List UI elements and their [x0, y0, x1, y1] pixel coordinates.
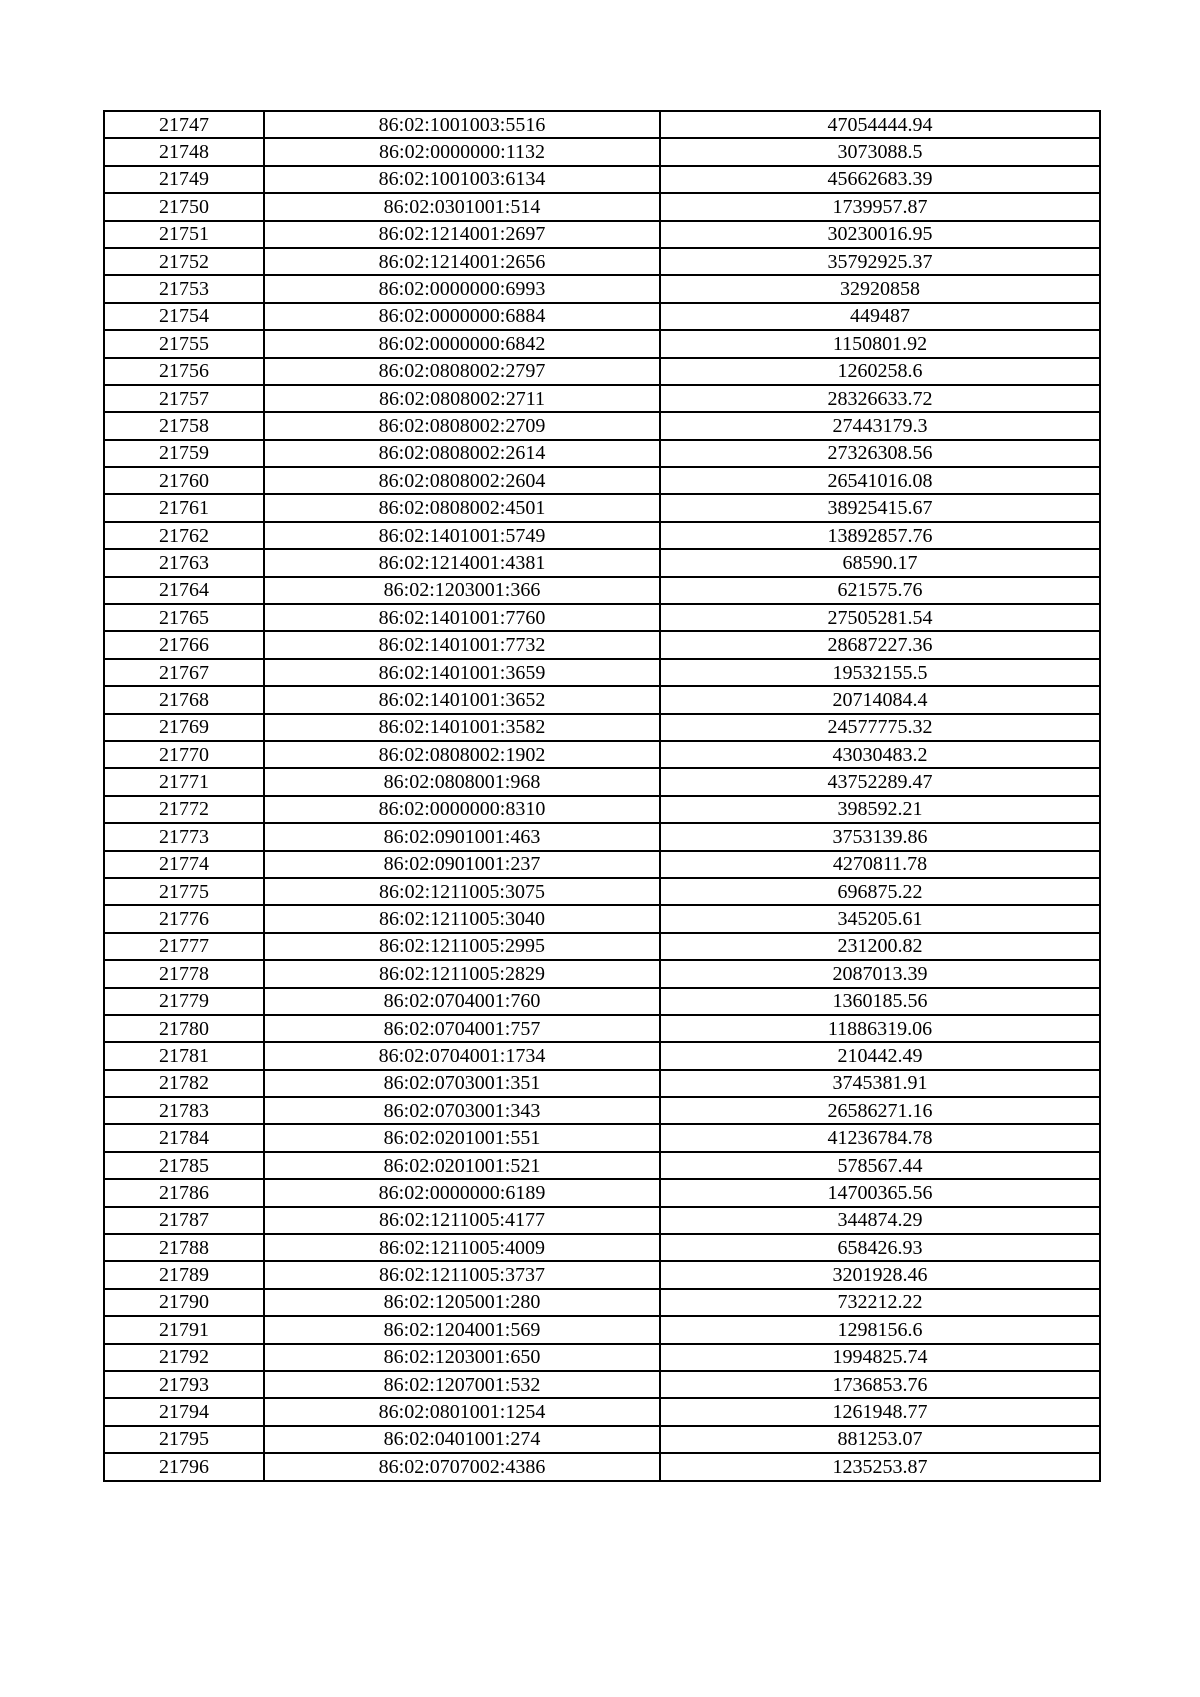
row-number-cell: 21759: [104, 440, 264, 467]
row-number-cell: 21775: [104, 878, 264, 905]
row-number-cell: 21780: [104, 1015, 264, 1042]
cadastral-number-cell: 86:02:0201001:521: [264, 1152, 660, 1179]
row-number-cell: 21760: [104, 467, 264, 494]
row-number-cell: 21778: [104, 960, 264, 987]
cadastral-number-cell: 86:02:0808002:2709: [264, 412, 660, 439]
cadastral-number-cell: 86:02:0801001:1254: [264, 1398, 660, 1425]
table-row: [104, 851, 1100, 878]
table-row: [104, 303, 1100, 330]
cadastral-value-cell: 1360185.56: [660, 988, 1100, 1015]
row-number-cell: 21761: [104, 494, 264, 521]
table-row: [104, 577, 1100, 604]
cadastral-number-cell: 86:02:1401001:3652: [264, 686, 660, 713]
table-row: [104, 1261, 1100, 1288]
cadastral-number-cell: 86:02:1401001:7760: [264, 604, 660, 631]
row-number-cell: 21749: [104, 166, 264, 193]
table-row: [104, 1426, 1100, 1453]
cadastral-value-cell: 35792925.37: [660, 248, 1100, 275]
cadastral-number-cell: 86:02:1211005:3040: [264, 905, 660, 932]
cadastral-value-cell: 696875.22: [660, 878, 1100, 905]
cadastral-value-cell: 30230016.95: [660, 221, 1100, 248]
row-number-cell: 21754: [104, 303, 264, 330]
cadastral-value-cell: 20714084.4: [660, 686, 1100, 713]
cadastral-number-cell: 86:02:0808002:2614: [264, 440, 660, 467]
table-row: [104, 988, 1100, 1015]
row-number-cell: 21796: [104, 1453, 264, 1480]
table-row: [104, 522, 1100, 549]
cadastral-number-cell: 86:02:0808002:1902: [264, 741, 660, 768]
row-number-cell: 21766: [104, 631, 264, 658]
cadastral-number-cell: 86:02:1203001:366: [264, 577, 660, 604]
table-row: [104, 248, 1100, 275]
table-row: [104, 905, 1100, 932]
row-number-cell: 21794: [104, 1398, 264, 1425]
cadastral-value-cell: 345205.61: [660, 905, 1100, 932]
cadastral-value-cell: 28687227.36: [660, 631, 1100, 658]
cadastral-value-cell: 4270811.78: [660, 851, 1100, 878]
table-row: [104, 358, 1100, 385]
cadastral-value-cell: 27505281.54: [660, 604, 1100, 631]
cadastral-number-cell: 86:02:0000000:1132: [264, 138, 660, 165]
cadastral-value-cell: 3753139.86: [660, 823, 1100, 850]
cadastral-number-cell: 86:02:1214001:2656: [264, 248, 660, 275]
cadastral-value-cell: 26586271.16: [660, 1097, 1100, 1124]
row-number-cell: 21773: [104, 823, 264, 850]
cadastral-value-cell: 1261948.77: [660, 1398, 1100, 1425]
cadastral-value-cell: 27443179.3: [660, 412, 1100, 439]
table-row: [104, 1316, 1100, 1343]
table-row: [104, 193, 1100, 220]
cadastral-value-cell: 1994825.74: [660, 1344, 1100, 1371]
table-row: [104, 768, 1100, 795]
cadastral-number-cell: 86:02:1207001:532: [264, 1371, 660, 1398]
cadastral-number-cell: 86:02:0901001:463: [264, 823, 660, 850]
cadastral-number-cell: 86:02:0704001:1734: [264, 1042, 660, 1069]
row-number-cell: 21776: [104, 905, 264, 932]
cadastral-value-cell: 210442.49: [660, 1042, 1100, 1069]
row-number-cell: 21769: [104, 714, 264, 741]
cadastral-value-cell: 621575.76: [660, 577, 1100, 604]
table-row: [104, 166, 1100, 193]
cadastral-number-cell: 86:02:0000000:8310: [264, 796, 660, 823]
row-number-cell: 21779: [104, 988, 264, 1015]
row-number-cell: 21772: [104, 796, 264, 823]
cadastral-number-cell: 86:02:1211005:4009: [264, 1234, 660, 1261]
cadastral-value-cell: 231200.82: [660, 933, 1100, 960]
cadastral-value-cell: 13892857.76: [660, 522, 1100, 549]
table-row: [104, 1289, 1100, 1316]
cadastral-value-cell: 881253.07: [660, 1426, 1100, 1453]
cadastral-number-cell: 86:02:0000000:6993: [264, 275, 660, 302]
cadastral-number-cell: 86:02:0808002:2604: [264, 467, 660, 494]
table-row: [104, 1015, 1100, 1042]
table-row: [104, 659, 1100, 686]
cadastral-value-cell: 3073088.5: [660, 138, 1100, 165]
row-number-cell: 21765: [104, 604, 264, 631]
table-row: [104, 960, 1100, 987]
table-row: [104, 138, 1100, 165]
cadastral-number-cell: 86:02:0000000:6189: [264, 1179, 660, 1206]
cadastral-number-cell: 86:02:1001003:6134: [264, 166, 660, 193]
row-number-cell: 21762: [104, 522, 264, 549]
cadastral-value-cell: 1260258.6: [660, 358, 1100, 385]
table-row: [104, 275, 1100, 302]
row-number-cell: 21785: [104, 1152, 264, 1179]
table-row: [104, 1234, 1100, 1261]
table-row: [104, 494, 1100, 521]
cadastral-value-cell: 14700365.56: [660, 1179, 1100, 1206]
cadastral-value-cell: 1150801.92: [660, 330, 1100, 357]
cadastral-value-cell: 344874.29: [660, 1207, 1100, 1234]
table-row: [104, 1152, 1100, 1179]
table-row: [104, 412, 1100, 439]
cadastral-value-cell: 3201928.46: [660, 1261, 1100, 1288]
cadastral-number-cell: 86:02:1214001:2697: [264, 221, 660, 248]
cadastral-value-cell: 38925415.67: [660, 494, 1100, 521]
cadastral-number-cell: 86:02:1204001:569: [264, 1316, 660, 1343]
table-body: [104, 111, 1100, 1481]
row-number-cell: 21770: [104, 741, 264, 768]
cadastral-value-cell: 658426.93: [660, 1234, 1100, 1261]
cadastral-number-cell: 86:02:0901001:237: [264, 851, 660, 878]
table-row: [104, 1124, 1100, 1151]
table-row: [104, 1179, 1100, 1206]
table-row: [104, 686, 1100, 713]
cadastral-value-cell: 1298156.6: [660, 1316, 1100, 1343]
cadastral-number-cell: 86:02:0201001:551: [264, 1124, 660, 1151]
cadastral-number-cell: 86:02:1211005:2829: [264, 960, 660, 987]
row-number-cell: 21782: [104, 1070, 264, 1097]
row-number-cell: 21786: [104, 1179, 264, 1206]
cadastral-value-cell: 43030483.2: [660, 741, 1100, 768]
cadastral-number-cell: 86:02:0808002:2711: [264, 385, 660, 412]
row-number-cell: 21747: [104, 111, 264, 138]
row-number-cell: 21774: [104, 851, 264, 878]
table-row: [104, 933, 1100, 960]
table-row: [104, 1070, 1100, 1097]
document-table-container: [103, 110, 1099, 1482]
table-row: [104, 1371, 1100, 1398]
cadastral-number-cell: 86:02:1214001:4381: [264, 549, 660, 576]
row-number-cell: 21755: [104, 330, 264, 357]
table-row: [104, 714, 1100, 741]
cadastral-number-cell: 86:02:0301001:514: [264, 193, 660, 220]
cadastral-value-cell: 43752289.47: [660, 768, 1100, 795]
row-number-cell: 21748: [104, 138, 264, 165]
row-number-cell: 21757: [104, 385, 264, 412]
row-number-cell: 21764: [104, 577, 264, 604]
table-row: [104, 549, 1100, 576]
cadastral-value-cell: 732212.22: [660, 1289, 1100, 1316]
table-row: [104, 631, 1100, 658]
cadastral-number-cell: 86:02:0704001:757: [264, 1015, 660, 1042]
cadastral-number-cell: 86:02:1203001:650: [264, 1344, 660, 1371]
cadastral-number-cell: 86:02:0707002:4386: [264, 1453, 660, 1480]
row-number-cell: 21793: [104, 1371, 264, 1398]
row-number-cell: 21752: [104, 248, 264, 275]
cadastral-value-cell: 47054444.94: [660, 111, 1100, 138]
table-row: [104, 1453, 1100, 1480]
table-row: [104, 385, 1100, 412]
row-number-cell: 21781: [104, 1042, 264, 1069]
table-row: [104, 741, 1100, 768]
table-row: [104, 1207, 1100, 1234]
row-number-cell: 21751: [104, 221, 264, 248]
cadastral-number-cell: 86:02:0703001:351: [264, 1070, 660, 1097]
cadastral-number-cell: 86:02:0808002:4501: [264, 494, 660, 521]
cadastral-value-cell: 398592.21: [660, 796, 1100, 823]
row-number-cell: 21789: [104, 1261, 264, 1288]
row-number-cell: 21791: [104, 1316, 264, 1343]
cadastral-number-cell: 86:02:1211005:4177: [264, 1207, 660, 1234]
cadastral-value-cell: 32920858: [660, 275, 1100, 302]
cadastral-number-cell: 86:02:0000000:6884: [264, 303, 660, 330]
cadastral-value-cell: 45662683.39: [660, 166, 1100, 193]
row-number-cell: 21763: [104, 549, 264, 576]
table-row: [104, 221, 1100, 248]
cadastral-value-cell: 68590.17: [660, 549, 1100, 576]
cadastral-value-cell: 24577775.32: [660, 714, 1100, 741]
cadastral-number-cell: 86:02:0703001:343: [264, 1097, 660, 1124]
row-number-cell: 21753: [104, 275, 264, 302]
row-number-cell: 21787: [104, 1207, 264, 1234]
cadastral-number-cell: 86:02:1211005:3075: [264, 878, 660, 905]
cadastral-number-cell: 86:02:0808001:968: [264, 768, 660, 795]
cadastral-value-cell: 11886319.06: [660, 1015, 1100, 1042]
row-number-cell: 21788: [104, 1234, 264, 1261]
cadastral-value-cell: 41236784.78: [660, 1124, 1100, 1151]
table-row: [104, 604, 1100, 631]
cadastral-number-cell: 86:02:0401001:274: [264, 1426, 660, 1453]
cadastral-value-table: [103, 110, 1101, 1482]
table-row: [104, 796, 1100, 823]
cadastral-number-cell: 86:02:1211005:3737: [264, 1261, 660, 1288]
cadastral-number-cell: 86:02:0000000:6842: [264, 330, 660, 357]
row-number-cell: 21750: [104, 193, 264, 220]
table-row: [104, 440, 1100, 467]
row-number-cell: 21792: [104, 1344, 264, 1371]
row-number-cell: 21784: [104, 1124, 264, 1151]
row-number-cell: 21783: [104, 1097, 264, 1124]
table-row: [104, 878, 1100, 905]
row-number-cell: 21790: [104, 1289, 264, 1316]
table-row: [104, 1042, 1100, 1069]
cadastral-value-cell: 19532155.5: [660, 659, 1100, 686]
cadastral-value-cell: 1736853.76: [660, 1371, 1100, 1398]
cadastral-value-cell: 449487: [660, 303, 1100, 330]
table-row: [104, 1097, 1100, 1124]
cadastral-value-cell: 1739957.87: [660, 193, 1100, 220]
table-row: [104, 467, 1100, 494]
cadastral-value-cell: 578567.44: [660, 1152, 1100, 1179]
row-number-cell: 21768: [104, 686, 264, 713]
cadastral-number-cell: 86:02:1205001:280: [264, 1289, 660, 1316]
cadastral-number-cell: 86:02:1401001:3582: [264, 714, 660, 741]
row-number-cell: 21767: [104, 659, 264, 686]
table-row: [104, 111, 1100, 138]
cadastral-number-cell: 86:02:0704001:760: [264, 988, 660, 1015]
table-row: [104, 1398, 1100, 1425]
cadastral-number-cell: 86:02:1211005:2995: [264, 933, 660, 960]
cadastral-number-cell: 86:02:1001003:5516: [264, 111, 660, 138]
cadastral-value-cell: 26541016.08: [660, 467, 1100, 494]
cadastral-value-cell: 28326633.72: [660, 385, 1100, 412]
cadastral-number-cell: 86:02:0808002:2797: [264, 358, 660, 385]
cadastral-value-cell: 27326308.56: [660, 440, 1100, 467]
cadastral-value-cell: 2087013.39: [660, 960, 1100, 987]
table-row: [104, 823, 1100, 850]
cadastral-value-cell: 1235253.87: [660, 1453, 1100, 1480]
row-number-cell: 21756: [104, 358, 264, 385]
row-number-cell: 21777: [104, 933, 264, 960]
row-number-cell: 21771: [104, 768, 264, 795]
row-number-cell: 21795: [104, 1426, 264, 1453]
cadastral-number-cell: 86:02:1401001:7732: [264, 631, 660, 658]
row-number-cell: 21758: [104, 412, 264, 439]
cadastral-value-cell: 3745381.91: [660, 1070, 1100, 1097]
table-row: [104, 1344, 1100, 1371]
table-row: [104, 330, 1100, 357]
cadastral-number-cell: 86:02:1401001:3659: [264, 659, 660, 686]
cadastral-number-cell: 86:02:1401001:5749: [264, 522, 660, 549]
